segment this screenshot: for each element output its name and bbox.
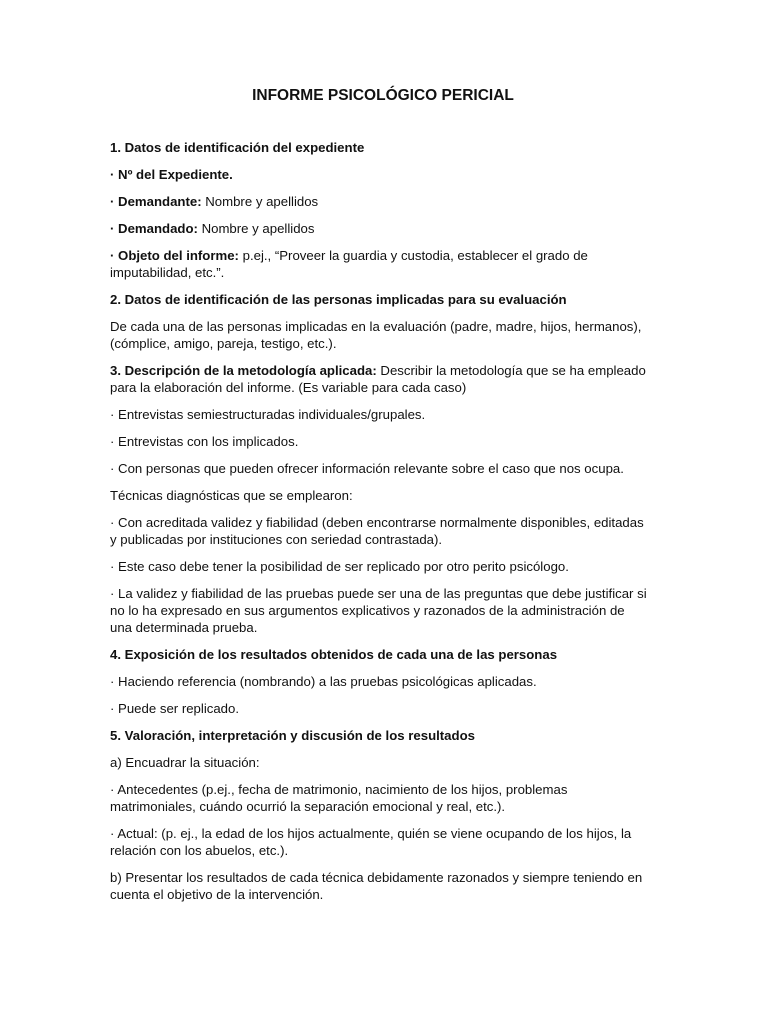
section-3-item-3: · Con personas que pueden ofrecer información relevante sobre el caso que nos ocupa. [110, 461, 624, 476]
section-1-heading: 1. Datos de identificación del expediente [110, 140, 365, 155]
objeto-line [110, 247, 650, 281]
document-body [110, 86, 650, 913]
section-5-b: b) Presentar los resultados de cada técnica debidamente razonados y siempre teniendo en cuenta el objetivo de la intervención. [110, 870, 643, 902]
section-3-item-2: · Entrevistas con los implicados. [110, 434, 299, 449]
section-3-item-6: · La validez y fiabilidad de las pruebas puede ser una de las preguntas que debe justificar si no lo ha expresado en sus argumentos explicativos y razonados de la administración de una determinada prueba. [110, 586, 647, 635]
demandado-line [110, 220, 650, 237]
section-4-item-1: · Haciendo referencia (nombrando) a las pruebas psicológicas aplicadas. [110, 674, 537, 689]
section-2-text: De cada una de las personas implicadas en la evaluación (padre, madre, hijos, hermanos), (cómplice, amigo, pareja, testigo, etc.). [110, 319, 642, 351]
demandante-value: Nombre y apellidos [201, 194, 319, 209]
section-2-heading: 2. Datos de identificación de las personas implicadas para su evaluación [110, 292, 567, 307]
section-4-item-2: · Puede ser replicado. [110, 701, 240, 716]
objeto-label: · Objeto del informe: [110, 248, 239, 263]
section-5-actual: · Actual: (p. ej., la edad de los hijos actualmente, quién se viene ocupando de los hijos, la relación con los abuelos, etc.). [110, 826, 632, 858]
section-3-heading-text: Describir la metodología que se ha empleado para la elaboración del informe. (Es variable para cada caso) [110, 363, 646, 395]
document-title: INFORME PSICOLÓGICO PERICIAL [252, 87, 514, 104]
demandado-label: · Demandado: [110, 221, 198, 236]
section-5-a: a) Encuadrar la situación: [110, 755, 260, 770]
section-3-item-4: · Con acreditada validez y fiabilidad (deben encontrarse normalmente disponibles, editadas y publicadas por instituciones con seriedad contrastada). [110, 515, 644, 547]
section-3-item-1: · Entrevistas semiestructuradas individuales/grupales. [110, 407, 426, 422]
demandante-line [110, 193, 650, 210]
section-3-intro [110, 362, 650, 396]
expediente-number-line: · Nº del Expediente. [110, 167, 233, 182]
section-4-heading: 4. Exposición de los resultados obtenidos de cada una de las personas [110, 647, 558, 662]
demandante-label: · Demandante: [110, 194, 202, 209]
section-5-antecedentes: · Antecedentes (p.ej., fecha de matrimonio, nacimiento de los hijos, problemas matrimoniales, cuándo ocurrió la separación emocional y real, etc.). [110, 782, 568, 814]
section-5-heading: 5. Valoración, interpretación y discusión de los resultados [110, 728, 475, 743]
objeto-value: p.ej., “Proveer la guardia y custodia, establecer el grado de imputabilidad, etc.”. [110, 248, 588, 280]
demandado-value: Nombre y apellidos [197, 221, 315, 236]
section-3-tecnicas: Técnicas diagnósticas que se emplearon: [110, 488, 353, 503]
section-3-heading: 3. Descripción de la metodología aplicada: [110, 363, 377, 378]
section-3-item-5: · Este caso debe tener la posibilidad de ser replicado por otro perito psicólogo. [110, 559, 569, 574]
